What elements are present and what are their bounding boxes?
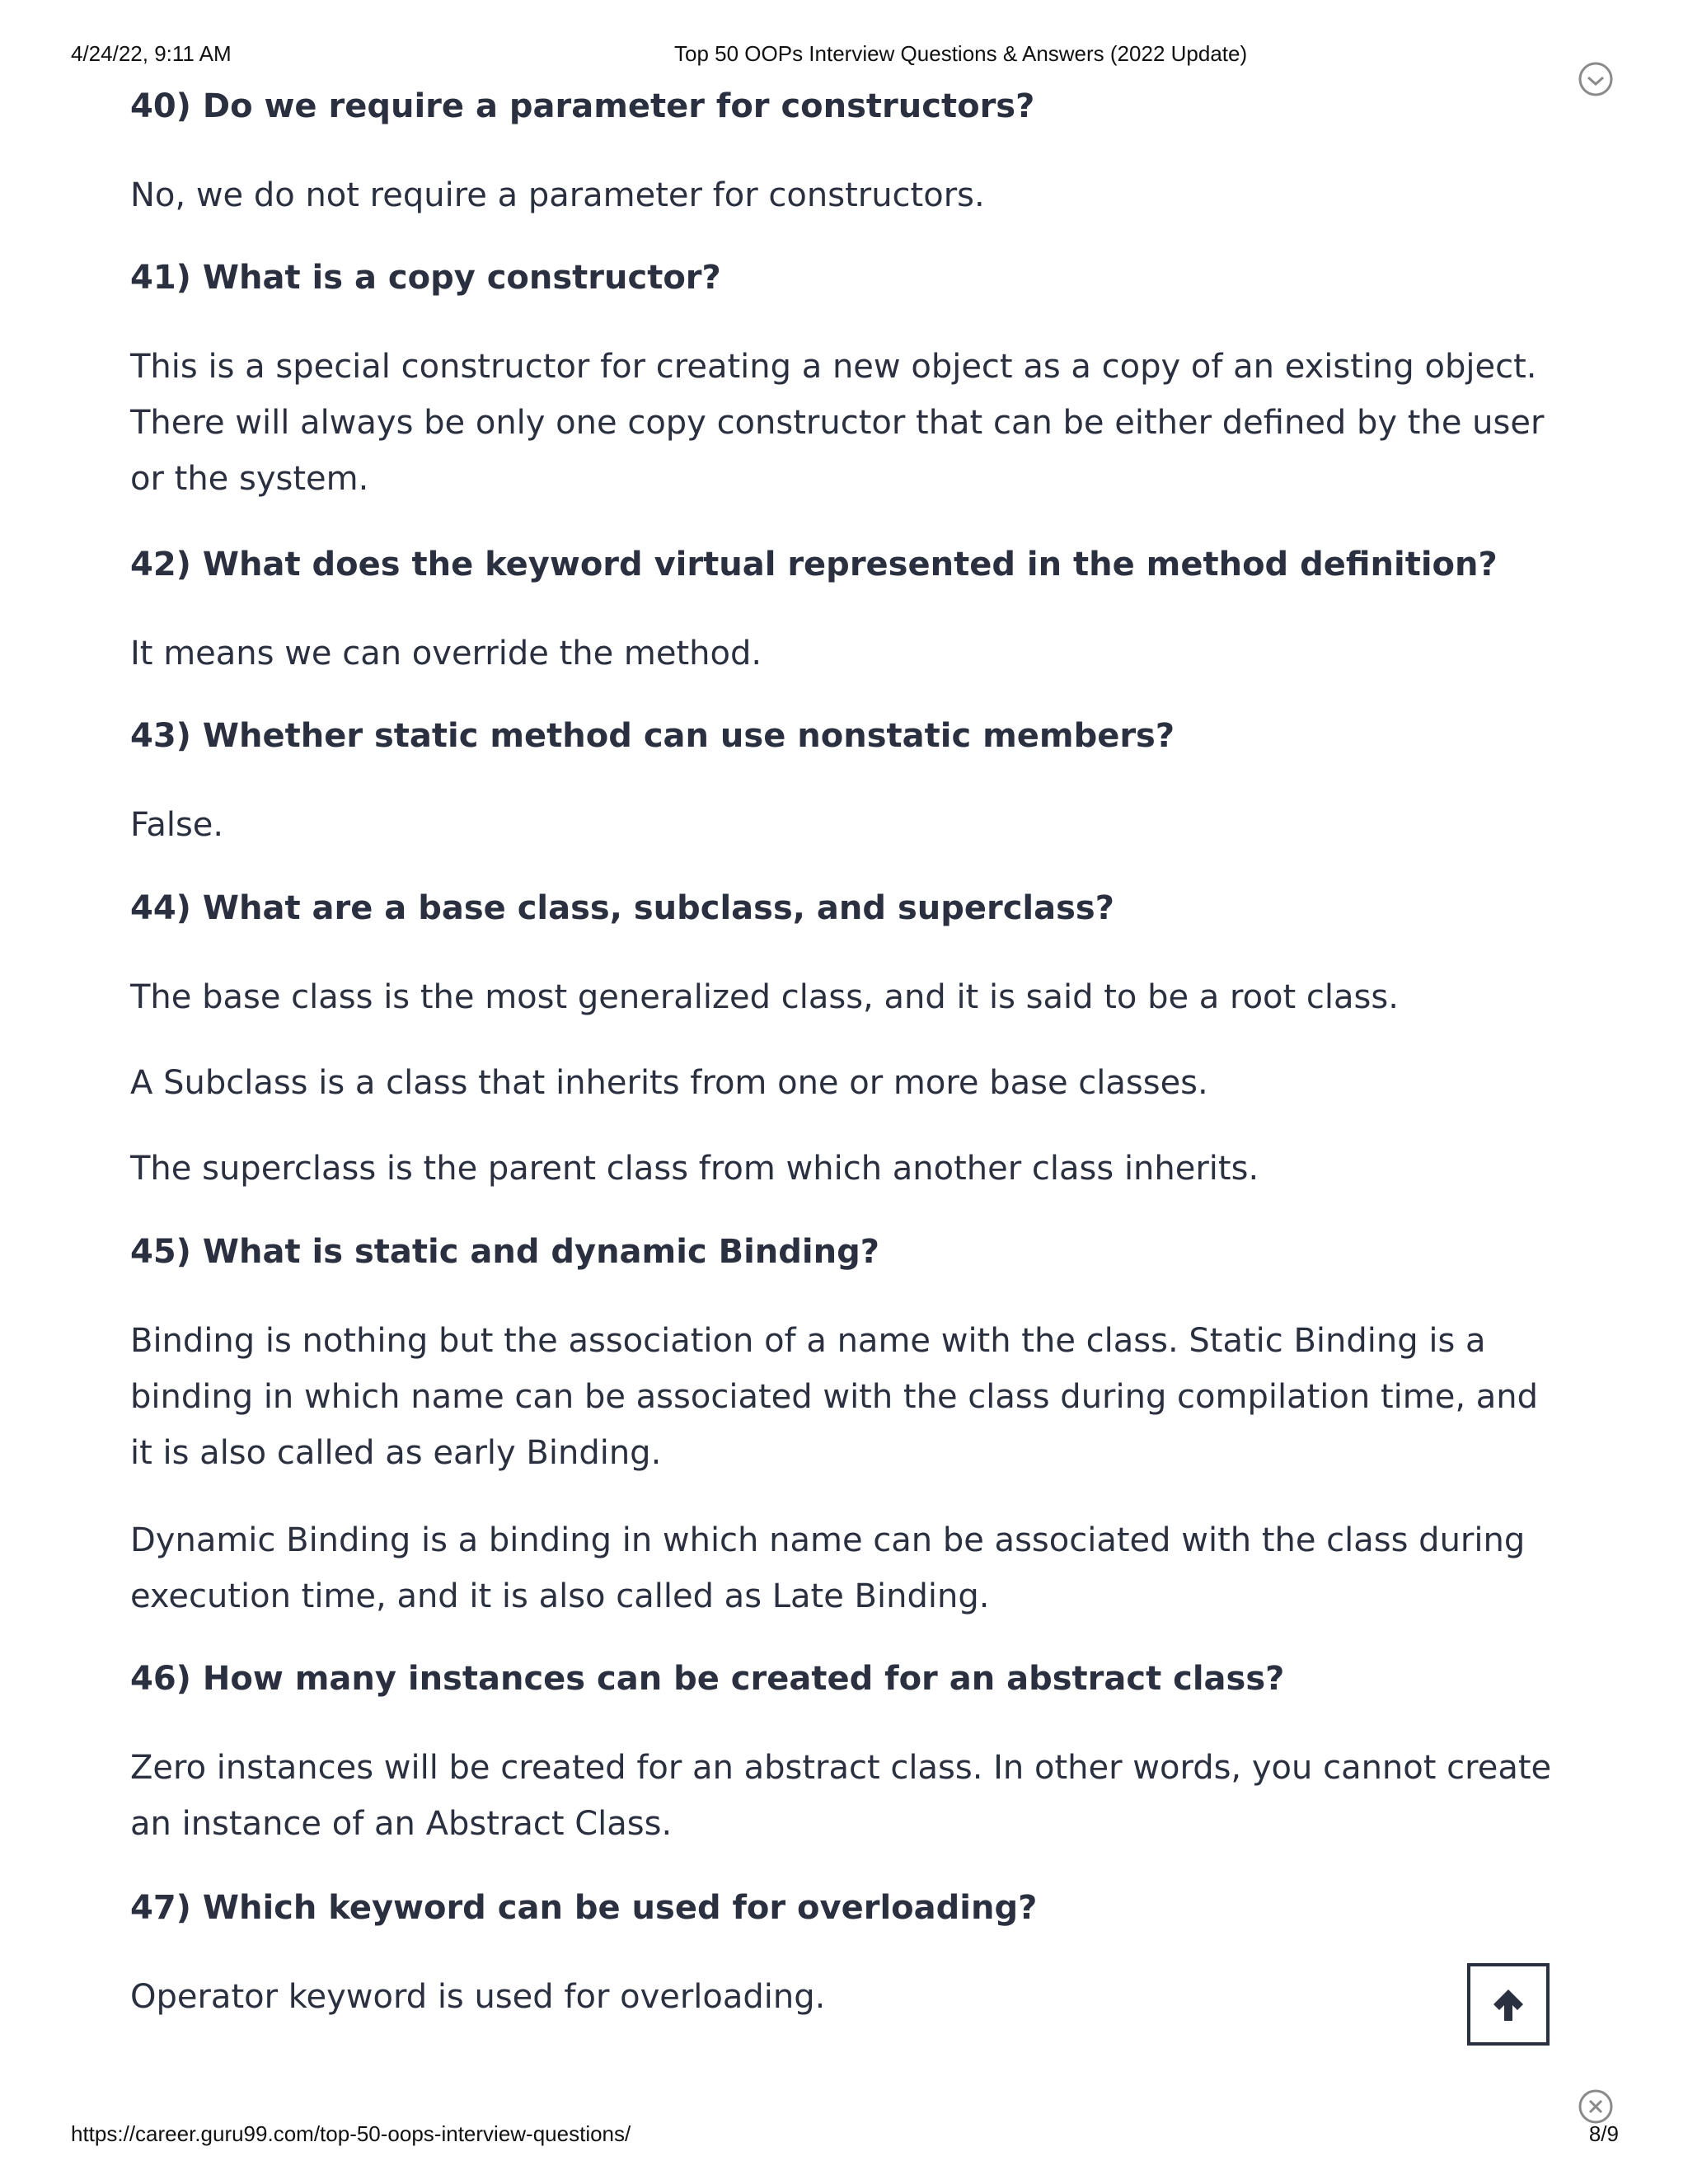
answer-paragraph: Binding is nothing but the association of a name with the class. Static Binding is a binding in which name can be associated with the class during compilation time, and it is also called as early Binding. — [130, 1322, 1539, 1472]
print-datetime: 4/24/22, 9:11 AM — [71, 41, 232, 66]
page-number: 8/9 — [1588, 2121, 1619, 2146]
question-heading: 42) What does the keyword virtual represented in the method definition? — [130, 546, 1498, 583]
answer-paragraph: Operator keyword is used for overloading. — [130, 1978, 826, 2016]
answer-paragraph: Dynamic Binding is a binding in which name can be associated with the class during execution time, and it is also called as Late Binding. — [130, 1521, 1526, 1615]
question-heading: 40) Do we require a parameter for constructors? — [130, 87, 1035, 125]
question-heading: 46) How many instances can be created for an abstract class? — [130, 1660, 1285, 1698]
answer-paragraph: The superclass is the parent class from which another class inherits. — [130, 1150, 1259, 1188]
answer-paragraph: This is a special constructor for creating a new object as a copy of an existing object. There will always be only one copy constructor that can be either defined by the user or the system. — [130, 348, 1545, 498]
answer-paragraph: No, we do not require a parameter for constructors. — [130, 176, 985, 214]
circle-close-icon[interactable] — [1578, 2088, 1614, 2125]
question-heading: 43) Whether static method can use nonstatic members? — [130, 717, 1175, 755]
print-page-title: Top 50 OOPs Interview Questions & Answers (2022 Update) — [674, 41, 1248, 66]
arrow-up-icon — [1489, 1985, 1528, 2024]
answer-paragraph: False. — [130, 806, 224, 844]
question-heading: 47) Which keyword can be used for overloading? — [130, 1889, 1038, 1927]
answer-paragraph: A Subclass is a class that inherits from one or more base classes. — [130, 1064, 1208, 1102]
question-heading: 45) What is static and dynamic Binding? — [130, 1233, 879, 1271]
question-heading: 41) What is a copy constructor? — [130, 259, 721, 297]
print-url: https://career.guru99.com/top-50-oops-interview-questions/ — [71, 2121, 631, 2146]
answer-paragraph: It means we can override the method. — [130, 635, 762, 673]
answer-paragraph: Zero instances will be created for an abstract class. In other words, you cannot create an instance of an Abstract Class. — [130, 1749, 1552, 1843]
answer-paragraph: The base class is the most generalized class, and it is said to be a root class. — [130, 978, 1399, 1016]
circle-chevron-icon[interactable] — [1578, 61, 1614, 97]
question-heading: 44) What are a base class, subclass, and superclass? — [130, 889, 1114, 927]
scroll-to-top-button[interactable] — [1467, 1963, 1550, 2046]
